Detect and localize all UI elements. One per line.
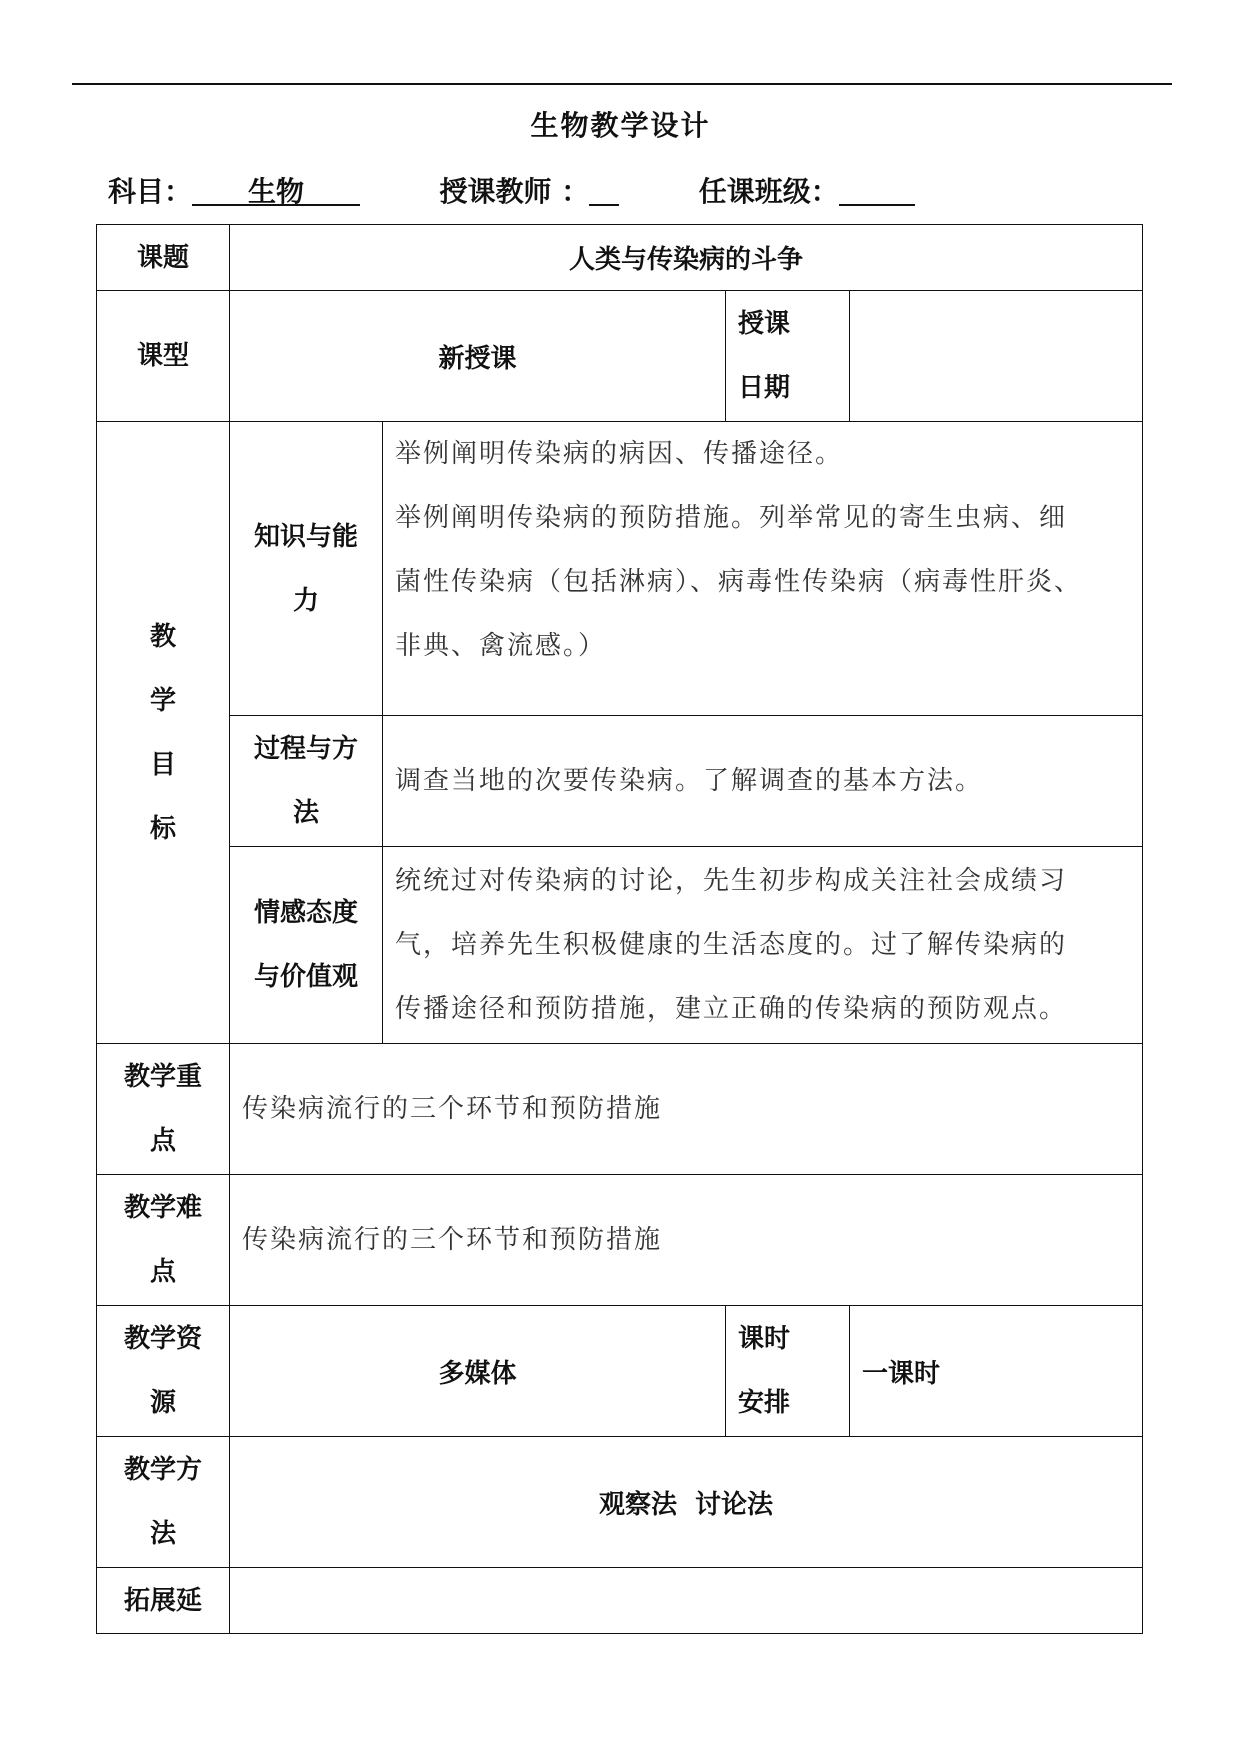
difficulty-text: 传染病流行的三个环节和预防措施 [230, 1175, 1143, 1306]
date-label: 授课 日期 [726, 291, 850, 422]
process-label: 过程与方 法 [230, 716, 383, 847]
resources-label: 教学资 源 [97, 1306, 230, 1437]
subject-label: 科目： [108, 175, 193, 208]
date-value [850, 291, 1143, 422]
key-points-label: 教学重 点 [97, 1044, 230, 1175]
hours-label: 课时 安排 [726, 1306, 850, 1437]
knowledge-label: 知识与能 力 [230, 422, 383, 716]
teacher-label: 授课教师 ： [439, 175, 590, 208]
subject-value: 生物 [192, 170, 360, 206]
row-methods [97, 1437, 1143, 1568]
emotion-label: 情感态度 与价值观 [230, 847, 383, 1044]
topic-label: 课题 [97, 225, 230, 291]
row-type [97, 291, 1143, 422]
process-text: 调查当地的次要传染病。了解调查的基本方法。 [383, 716, 1143, 847]
type-value: 新授课 [230, 291, 726, 422]
row-extension [97, 1568, 1143, 1634]
row-difficulty [97, 1175, 1143, 1306]
row-resources [97, 1306, 1143, 1437]
extension-value [230, 1568, 1143, 1634]
lesson-plan-table [96, 224, 1143, 1634]
emotion-text: 统统过对传染病的讨论，先生初步构成关注社会成绩习 气，培养先生积极健康的生活态度的。过了解传染病的 传播途径和预防措施，建立正确的传染病的预防观点。 [383, 847, 1143, 1044]
row-key-points [97, 1044, 1143, 1175]
class-label: 任课班级： [698, 175, 839, 208]
extension-label: 拓展延 [97, 1568, 230, 1634]
row-topic [97, 225, 1143, 291]
methods-value: 观察法 讨论法 [230, 1437, 1143, 1568]
key-points-text: 传染病流行的三个环节和预防措施 [230, 1044, 1143, 1175]
row-emotion [97, 847, 1143, 1044]
class-value [839, 170, 915, 206]
difficulty-label: 教学难 点 [97, 1175, 230, 1306]
objectives-label: 教 学 目 标 [97, 422, 230, 1044]
row-knowledge [97, 422, 1143, 716]
row-process [97, 716, 1143, 847]
teacher-value [589, 170, 619, 206]
meta-line [108, 170, 915, 210]
resources-value: 多媒体 [230, 1306, 726, 1437]
knowledge-text: 举例阐明传染病的病因、传播途径。 举例阐明传染病的预防措施。列举常见的寄生虫病、细 菌性传染病（包括淋病）、病毒性传染病（病毒性肝炎、 非典、禽流感。） [383, 422, 1143, 716]
hours-value: 一课时 [850, 1306, 1143, 1437]
methods-label: 教学方 法 [97, 1437, 230, 1568]
top-rule [72, 83, 1172, 85]
document-title: 生物教学设计 [530, 109, 711, 142]
type-label: 课型 [97, 291, 230, 422]
topic-value: 人类与传染病的斗争 [230, 225, 1143, 291]
